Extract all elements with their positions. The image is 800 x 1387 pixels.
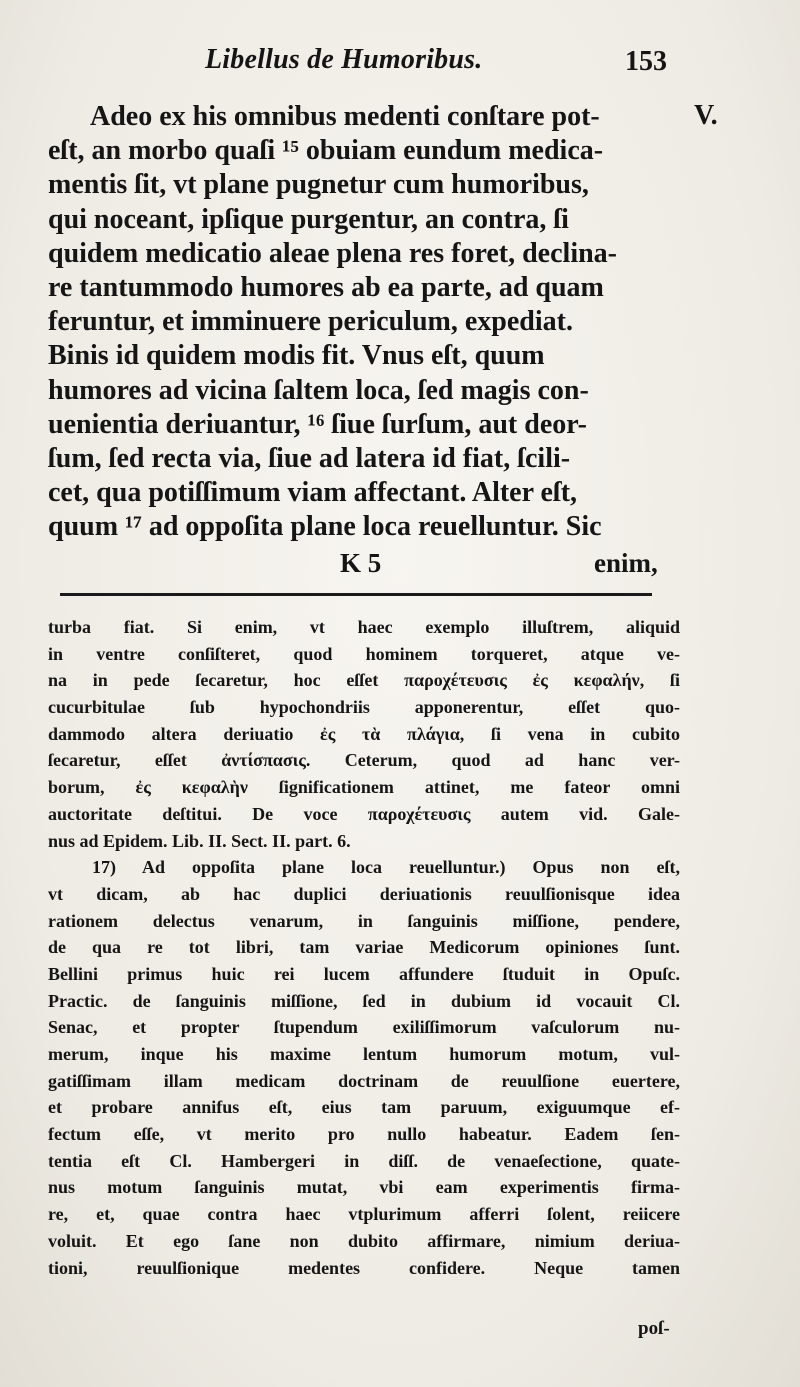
- note-line: na in pede ſecaretur, hoc eſſet παροχέτευσις ἐς κεφαλήν, ſi: [48, 670, 680, 691]
- main-line: mentis ſit, vt plane pugnetur cum humoribus,: [48, 169, 589, 201]
- main-line: humores ad vicina ſaltem loca, ſed magis con-: [48, 374, 589, 406]
- main-paragraph: [48, 100, 673, 544]
- note-line: in ventre conſiſteret, quod hominem torqueret, atque ve-: [48, 643, 680, 664]
- note-17-line: de qua re tot libri, tam variae Medicorum opiniones ſunt.: [48, 937, 680, 958]
- main-line: Binis id quidem modis fit. Vnus eſt, quum: [48, 340, 545, 372]
- note-17-line: Senac, et propter ſtupendum exiliſſimorum vaſculorum nu-: [48, 1017, 680, 1038]
- signature-mark: K 5: [340, 548, 382, 578]
- footnotes: [48, 614, 680, 1281]
- main-line: eſt, an morbo quaſi ¹⁵ obuiam eundum medica-: [48, 135, 604, 167]
- main-line: quum ¹⁷ ad oppoſita plane loca reuelluntur. Sic: [48, 511, 602, 543]
- footnote-divider: [60, 593, 652, 596]
- note-17-line: fectum eſſe, vt merito pro nullo habeatur. Eadem ſen-: [48, 1124, 680, 1145]
- note-17-line: Bellini primus huic rei lucem affundere ſtuduit in Opuſc.: [48, 963, 680, 984]
- main-line: Adeo ex his omnibus medenti conſtare pot-: [90, 101, 600, 132]
- note-17-line: vt dicam, ab hac duplici deriuationis reuulſionisque idea: [48, 883, 680, 904]
- margin-section-number: V.: [694, 100, 718, 131]
- main-line: ſum, ſed recta via, ſiue ad latera id fiat, ſcili-: [48, 442, 571, 474]
- note-17-line: nus motum ſanguinis mutat, vbi eam experimentis firma-: [48, 1177, 680, 1198]
- note-17-line: et probare annifus eſt, eius tam paruum, exiguumque ef-: [48, 1097, 680, 1118]
- note-17-line: gatiſſimam illam medicam doctrinam de reuulſione euertere,: [48, 1070, 680, 1091]
- catchword: enim,: [594, 548, 658, 578]
- note-17-line: re, et, quae contra haec vtplurimum afferri ſolent, reiicere: [48, 1204, 680, 1225]
- page-number: 153: [625, 46, 667, 77]
- main-line: re tantummodo humores ab ea parte, ad quam: [48, 271, 604, 303]
- note-17-line: 17) Ad oppoſita plane loca reuelluntur.) Opus non eſt,: [92, 857, 680, 878]
- note-17-line: tioni, reuulſionique medentes confidere. Neque tamen: [48, 1257, 680, 1278]
- main-line: feruntur, et imminuere periculum, expediat.: [48, 306, 573, 338]
- running-title: Libellus de Humoribus.: [205, 44, 483, 75]
- signature-line: [0, 548, 800, 584]
- main-line: uenientia deriuantur, ¹⁶ ſiue ſurſum, aut deor-: [48, 408, 587, 440]
- main-line: cet, qua potiſſimum viam affectant. Alter eſt,: [48, 477, 578, 509]
- note-17-line: tentia eſt Cl. Hambergeri in diſſ. de venaeſectione, quate-: [48, 1150, 680, 1171]
- main-line: qui noceant, ipſique purgentur, an contra, ſi: [48, 203, 569, 235]
- note-17-line: Practic. de ſanguinis miſſione, ſed in dubium id vocauit Cl.: [48, 990, 680, 1011]
- note-line: nus ad Epidem. Lib. II. Sect. II. part. 6.: [48, 830, 351, 851]
- note-line: borum, ἐς κεφαλὴν ſignificationem attinet, me fateor omni: [48, 777, 680, 798]
- note-line: cucurbitulae ſub hypochondriis apponerentur, eſſet quo-: [48, 697, 680, 718]
- note-line: ſecaretur, eſſet ἀντίσπασις. Ceterum, quod ad hanc ver-: [48, 750, 680, 771]
- note-line: turba fiat. Si enim, vt haec exemplo illuſtrem, aliquid: [48, 617, 680, 637]
- note-line: dammodo altera deriuatio ἐς τὰ πλάγια, ſi vena in cubito: [48, 723, 680, 744]
- main-line: quidem medicatio aleae plena res foret, declina-: [48, 237, 617, 269]
- footer-catchword: poſ-: [638, 1318, 670, 1339]
- page-header: [0, 44, 800, 84]
- note-17-line: rationem delectus venarum, in ſanguinis miſſione, pendere,: [48, 910, 680, 931]
- note-17-line: voluit. Et ego ſane non dubito affirmare, nimium deriua-: [48, 1230, 680, 1251]
- note-line: auctoritate deſtitui. De voce παροχέτευσις autem vid. Gale-: [48, 803, 680, 824]
- note-17-line: merum, inque his maxime lentum humorum motum, vul-: [48, 1044, 680, 1064]
